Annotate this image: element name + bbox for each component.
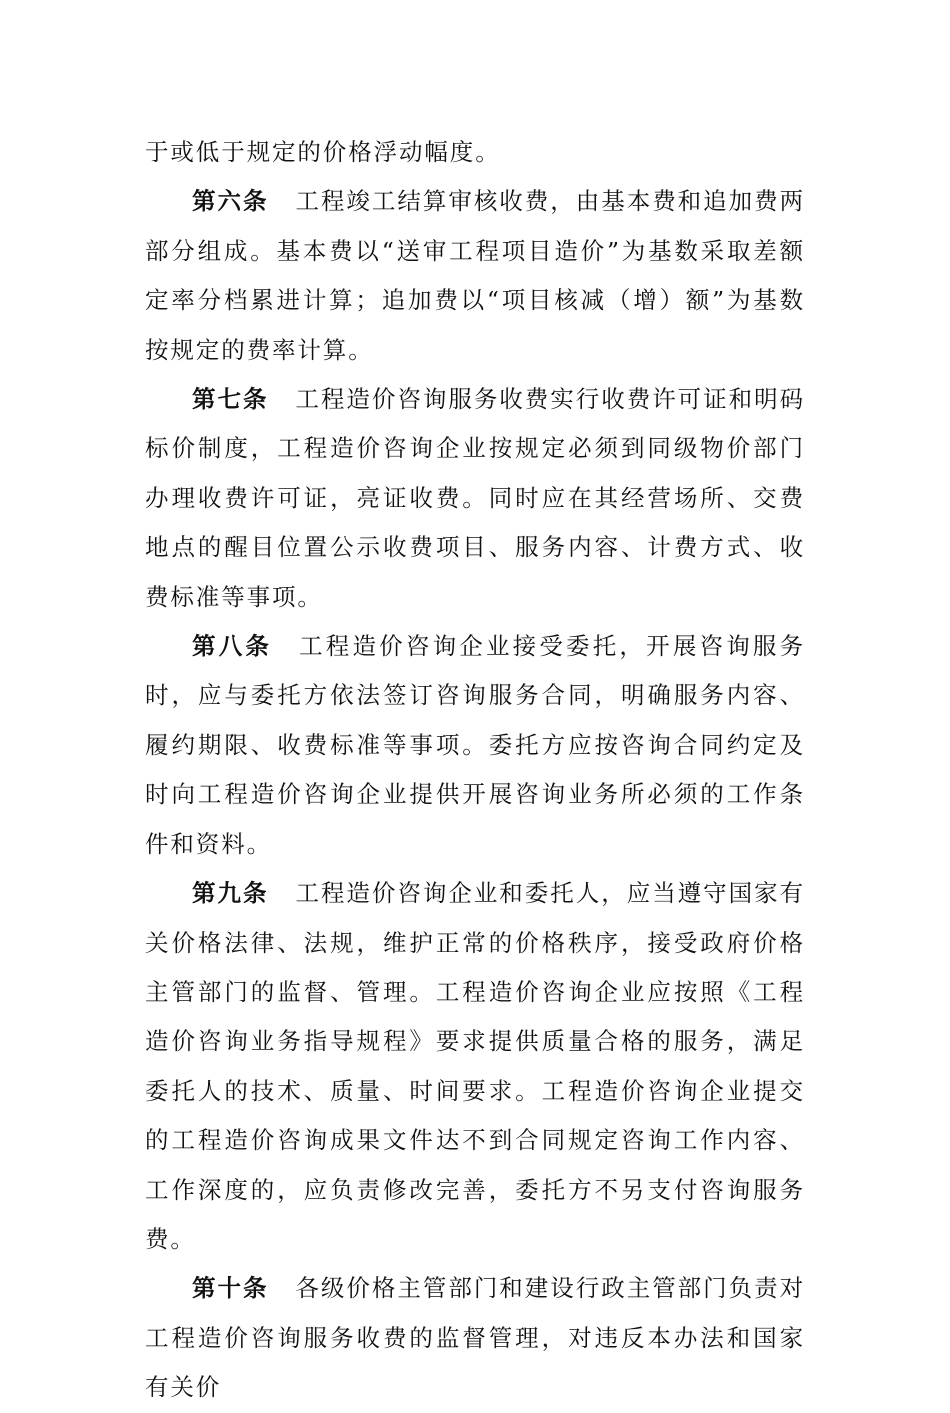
article-number: 第七条 [192,385,269,414]
article-number: 第六条 [192,187,269,216]
paragraph-text: 工程竣工结算审核收费，由基本费和追加费两部分组成。基本费以“送审工程项目造价”为基数采取差额定率分档累进计算；追加费以“项目核减（增）额”为基数按规定的费率计算。 [145,187,806,364]
document-body [145,128,805,1413]
paragraph-text: 于或低于规定的价格浮动幅度。 [145,138,501,166]
paragraph-text: 工程造价咨询服务收费实行收费许可证和明码标价制度，工程造价咨询企业按规定必须到同级物价部门办理收费许可证，亮证收费。同时应在其经营场所、交费地点的醒目位置公示收费项目、服务内容、计费方式、收费标准等事项。 [145,385,806,611]
paragraph-text: 各级价格主管部门和建设行政主管部门负责对工程造价咨询服务收费的监督管理，对违反本办法和国家有关价 [145,1274,806,1402]
paragraph-text: 工程造价咨询企业和委托人，应当遵守国家有关价格法律、法规，维护正常的价格秩序，接受政府价格主管部门的监督、管理。工程造价咨询企业应按照《工程造价咨询业务指导规程》要求提供质量合格的服务，满足委托人的技术、质量、时间要求。工程造价咨询企业提交的工程造价咨询成果文件达不到合同规定咨询工作内容、工作深度的，应负责修改完善，委托方不另支付咨询服务费。 [145,879,806,1253]
article-number: 第十条 [192,1274,269,1303]
article-number: 第九条 [192,879,269,908]
article-9-paragraph [145,869,805,1264]
article-10-paragraph [145,1264,805,1412]
article-6-paragraph [145,177,805,375]
article-number: 第八条 [192,632,273,661]
article-8-paragraph [145,622,805,869]
article-7-paragraph [145,375,805,622]
paragraph-continued [145,128,805,177]
paragraph-text: 工程造价咨询企业接受委托，开展咨询服务时，应与委托方依法签订咨询服务合同，明确服务内容、履约期限、收费标准等事项。委托方应按咨询合同约定及时向工程造价咨询企业提供开展咨询业务所必须的工作条件和资料。 [145,632,805,858]
